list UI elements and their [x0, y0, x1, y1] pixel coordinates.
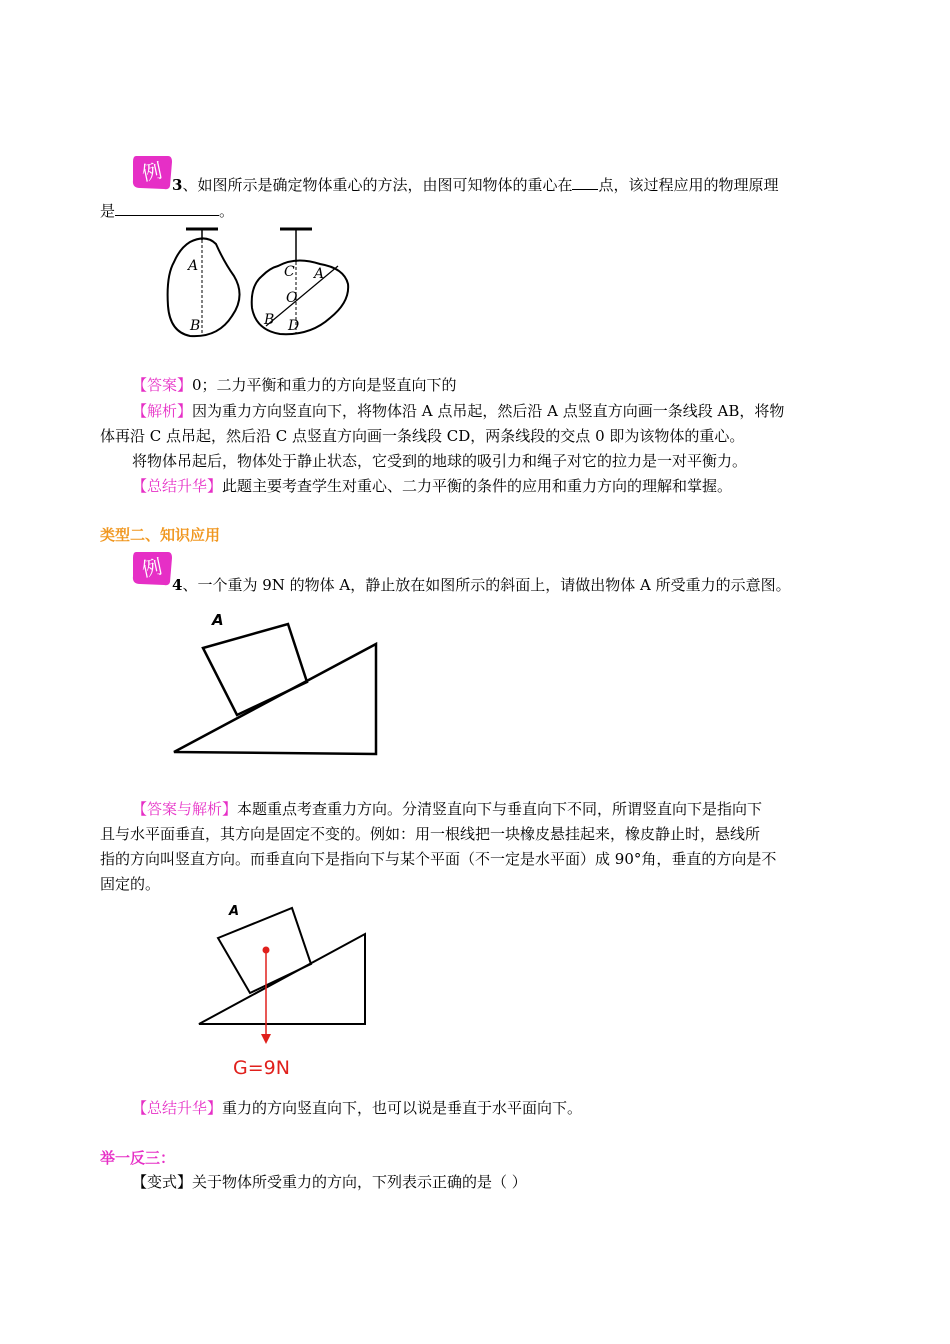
q3-figure-suspension	[160, 226, 356, 344]
svg-text:D: D	[288, 318, 300, 334]
svg-text:A: A	[314, 266, 325, 282]
q3-blank-point	[572, 173, 598, 190]
badge-char: 例	[139, 554, 165, 582]
q3-question-line1: 3、如图所示是确定物体重心的方法，由图可知物体的重心在 点，该过程应用的物理原理	[172, 173, 924, 197]
q4-figure-answer	[195, 898, 373, 1080]
force-label: G=9N	[233, 1057, 290, 1079]
q3-analysis-line3: 将物体吊起后，物体处于静止状态，它受到的地球的吸引力和绳子对它的拉力是一对平衡力。	[132, 452, 748, 470]
variant-question: 【变式】关于物体所受重力的方向，下列表示正确的是（ ）	[132, 1173, 527, 1191]
q3-blank-principle	[115, 199, 219, 216]
q4-figure-incline	[170, 604, 382, 758]
q3-analysis-line1: 【解析】因为重力方向竖直向下，将物体沿 A 点吊起，然后沿 A 点竖直方向画一条线段 AB，将物	[132, 402, 785, 420]
q3-answer: 【答案】0；二力平衡和重力的方向是竖直向下的	[132, 376, 457, 394]
svg-text:B: B	[264, 312, 275, 328]
example-badge-icon	[130, 152, 174, 192]
example-badge-icon	[130, 548, 174, 588]
q4-answer-line1: 【答案与解析】本题重点考查重力方向。分清竖直向下与垂直向下不同，所谓竖直向下是指向下	[132, 800, 763, 818]
section-heading-practice: 举一反三：	[100, 1149, 176, 1167]
q4-answer-line3: 指的方向叫竖直方向。而垂直向下是指向下与某个平面（不一定是水平面）成 90°角，垂直的方向是不	[100, 850, 777, 868]
q3-question-line2: 是 。	[100, 199, 852, 223]
svg-text:C: C	[284, 264, 295, 280]
q4-answer-line4: 固定的。	[100, 875, 161, 893]
svg-text:O: O	[286, 290, 298, 306]
svg-text:A: A	[229, 904, 240, 919]
svg-text:B: B	[190, 318, 201, 334]
badge-char: 例	[139, 158, 165, 186]
section-heading-knowledge-application: 类型二、知识应用	[100, 526, 221, 544]
q4-answer-line2: 且与水平面垂直，其方向是固定不变的。例如：用一根线把一块橡皮悬挂起来，橡皮静止时，悬线所	[100, 825, 761, 843]
q3-summary: 【总结升华】此题主要考查学生对重心、二力平衡的条件的应用和重力方向的理解和掌握。	[132, 477, 733, 495]
q4-question: 4、一个重为 9N 的物体 A，静止放在如图所示的斜面上，请做出物体 A 所受重力的示意图。	[172, 576, 791, 594]
q4-summary: 【总结升华】重力的方向竖直向下，也可以说是垂直于水平面向下。	[132, 1099, 583, 1117]
svg-text:A: A	[212, 611, 224, 629]
q3-analysis-line2: 体再沿 C 点吊起，然后沿 C 点竖直方向画一条线段 CD，两条线段的交点 0 即为该物体的重心。	[100, 427, 745, 445]
svg-text:A: A	[188, 258, 199, 274]
